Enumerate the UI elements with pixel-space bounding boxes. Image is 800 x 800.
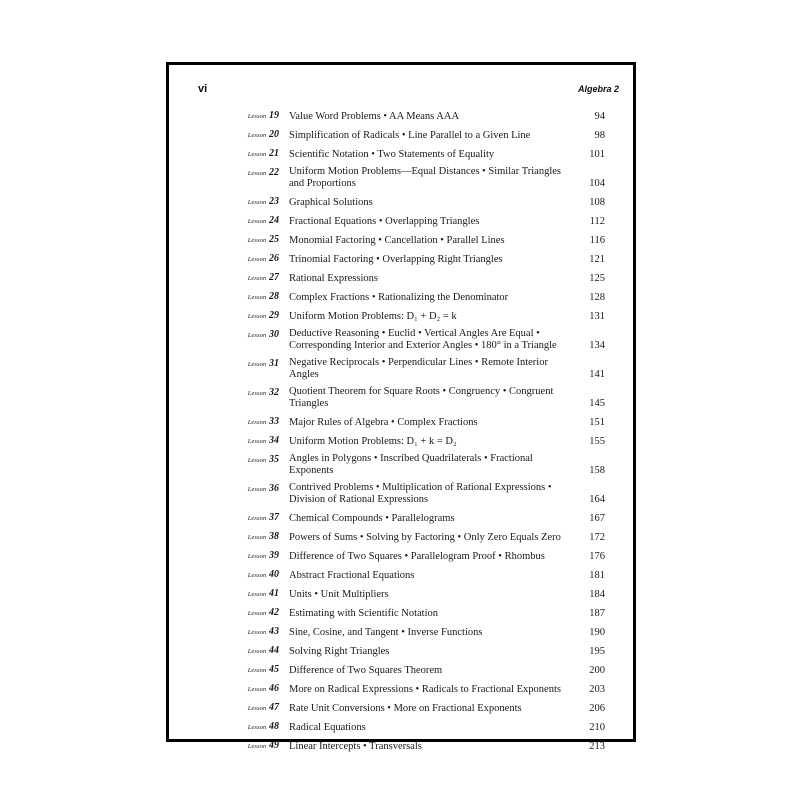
book-title: Algebra 2 [577, 84, 619, 94]
lesson-label: Lesson 35 [247, 454, 279, 465]
lesson-title: Negative Reciprocals • Perpendicular Lines • Remote Interior Angles [289, 357, 548, 380]
lesson-title: More on Radical Expressions • Radicals to Fractional Exponents [289, 684, 561, 695]
lesson-title: Deductive Reasoning • Euclid • Vertical Angles Are Equal • Corresponding Interior and Exterior Angles • 180° in a Triangle [289, 328, 557, 351]
lesson-title: Rate Unit Conversions • More on Fractional Exponents [289, 703, 522, 714]
toc-entry [233, 195, 605, 209]
lesson-number: 42 [269, 607, 279, 618]
lesson-label: Lesson 19 [247, 110, 279, 121]
toc-entry [233, 214, 605, 228]
lesson-number: 32 [269, 387, 279, 398]
lesson-title: Uniform Motion Problems—Equal Distances • Similar Triangles and Proportions [289, 166, 561, 189]
lesson-page: 176 [589, 551, 605, 562]
lesson-title: Sine, Cosine, and Tangent • Inverse Functions [289, 627, 483, 638]
lesson-title: Linear Intercepts • Transversals [289, 741, 422, 752]
lesson-number: 46 [269, 683, 279, 694]
lesson-label: Lesson 47 [247, 702, 279, 713]
lesson-page: 121 [589, 254, 605, 265]
lesson-number: 39 [269, 550, 279, 561]
lesson-page: 134 [589, 340, 605, 351]
lesson-page: 164 [589, 494, 605, 505]
lesson-page: 128 [589, 292, 605, 303]
lesson-number: 30 [269, 329, 279, 340]
lesson-label: Lesson 21 [247, 148, 279, 159]
lesson-number: 47 [269, 702, 279, 713]
toc-entry [233, 549, 605, 563]
lesson-page: 181 [589, 570, 605, 581]
lesson-title: Monomial Factoring • Cancellation • Parallel Lines [289, 235, 505, 246]
toc-entry [233, 147, 605, 161]
lesson-title: Difference of Two Squares • Parallelogram Proof • Rhombus [289, 551, 545, 562]
toc-entry [233, 701, 605, 715]
toc-entry [233, 233, 605, 247]
lesson-title: Trinomial Factoring • Overlapping Right Triangles [289, 254, 503, 265]
lesson-label: Lesson 38 [247, 531, 279, 542]
lesson-page: 112 [589, 216, 605, 227]
lesson-label: Lesson 40 [247, 569, 279, 580]
toc-entry [233, 128, 605, 142]
toc-entry [233, 166, 605, 190]
lesson-page: 206 [589, 703, 605, 714]
book-page [166, 62, 636, 752]
lesson-page: 200 [589, 665, 605, 676]
lesson-label: Lesson 44 [247, 645, 279, 656]
lesson-page: 108 [589, 197, 605, 208]
toc-entry [233, 720, 605, 734]
lesson-label: Lesson 41 [247, 588, 279, 599]
toc-entry [233, 328, 605, 352]
lesson-title: Scientific Notation • Two Statements of Equality [289, 149, 495, 160]
lesson-label: Lesson 43 [247, 626, 279, 637]
toc-entry [233, 386, 605, 410]
toc-entry [233, 682, 605, 696]
toc-entry [233, 252, 605, 266]
lesson-title: Quotient Theorem for Square Roots • Congruency • Congruent Triangles [289, 386, 554, 409]
lesson-number: 44 [269, 645, 279, 656]
lesson-number: 48 [269, 721, 279, 732]
lesson-title: Chemical Compounds • Parallelograms [289, 513, 455, 524]
lesson-number: 43 [269, 626, 279, 637]
lesson-number: 21 [269, 148, 279, 159]
lesson-title: Value Word Problems • AA Means AAA [289, 111, 460, 122]
lesson-page: 195 [589, 646, 605, 657]
lesson-label: Lesson 30 [247, 329, 279, 340]
page-number: vi [198, 83, 208, 95]
lesson-label: Lesson 39 [247, 550, 279, 561]
lesson-number: 31 [269, 358, 279, 369]
lesson-number: 49 [269, 740, 279, 751]
lesson-title: Major Rules of Algebra • Complex Fractions [289, 417, 478, 428]
lesson-page: 94 [594, 111, 605, 122]
lesson-label: Lesson 49 [247, 740, 279, 751]
lesson-title: Contrived Problems • Multiplication of Rational Expressions • Division of Rational Expressions [289, 482, 552, 505]
toc-entry [233, 625, 605, 639]
lesson-page: 158 [589, 465, 605, 476]
lesson-number: 22 [269, 167, 279, 178]
lesson-label: Lesson 45 [247, 664, 279, 675]
lesson-page: 116 [589, 235, 605, 246]
lesson-page: 184 [589, 589, 605, 600]
lesson-title: Uniform Motion Problems: D₁ + D₂ = k [289, 311, 457, 322]
lesson-number: 24 [269, 215, 279, 226]
toc-entry [233, 453, 605, 477]
lesson-number: 35 [269, 454, 279, 465]
toc-entry [233, 663, 605, 677]
lesson-label: Lesson 26 [247, 253, 279, 264]
toc-entry [233, 271, 605, 285]
lesson-title: Abstract Fractional Equations [289, 570, 415, 581]
lesson-number: 33 [269, 416, 279, 427]
lesson-label: Lesson 42 [247, 607, 279, 618]
lesson-page: 104 [589, 178, 605, 189]
lesson-label: Lesson 27 [247, 272, 279, 283]
lesson-page: 125 [589, 273, 605, 284]
toc-entry [233, 739, 605, 753]
lesson-title: Units • Unit Multipliers [289, 589, 389, 600]
lesson-page: 167 [589, 513, 605, 524]
lesson-page: 151 [589, 417, 605, 428]
lesson-number: 45 [269, 664, 279, 675]
toc-entry [233, 290, 605, 304]
lesson-number: 23 [269, 196, 279, 207]
lesson-label: Lesson 24 [247, 215, 279, 226]
lesson-title: Powers of Sums • Solving by Factoring • Only Zero Equals Zero [289, 532, 561, 543]
lesson-number: 34 [269, 435, 279, 446]
lesson-page: 172 [589, 532, 605, 543]
lesson-label: Lesson 31 [247, 358, 279, 369]
lesson-number: 19 [269, 110, 279, 121]
lesson-number: 27 [269, 272, 279, 283]
lesson-page: 98 [594, 130, 605, 141]
toc-entry [233, 434, 605, 448]
toc-entry [233, 587, 605, 601]
lesson-label: Lesson 32 [247, 387, 279, 398]
toc-entry [233, 109, 605, 123]
lesson-title: Rational Expressions [289, 273, 378, 284]
toc-entry [233, 309, 605, 323]
lesson-label: Lesson 23 [247, 196, 279, 207]
lesson-page: 155 [589, 436, 605, 447]
toc-entry [233, 606, 605, 620]
lesson-number: 37 [269, 512, 279, 523]
lesson-number: 40 [269, 569, 279, 580]
lesson-number: 28 [269, 291, 279, 302]
lesson-number: 20 [269, 129, 279, 140]
lesson-label: Lesson 25 [247, 234, 279, 245]
toc-entry [233, 568, 605, 582]
lesson-title: Complex Fractions • Rationalizing the Denominator [289, 292, 509, 303]
lesson-title: Radical Equations [289, 722, 366, 733]
lesson-title: Fractional Equations • Overlapping Triangles [289, 216, 480, 227]
lesson-page: 145 [589, 398, 605, 409]
lesson-page: 131 [589, 311, 605, 322]
lesson-title: Graphical Solutions [289, 197, 373, 208]
toc-entry [233, 644, 605, 658]
toc-entry [233, 530, 605, 544]
lesson-number: 26 [269, 253, 279, 264]
lesson-page: 187 [589, 608, 605, 619]
toc-entry [233, 511, 605, 525]
lesson-page: 101 [589, 149, 605, 160]
lesson-page: 213 [589, 741, 605, 752]
lesson-number: 29 [269, 310, 279, 321]
lesson-number: 36 [269, 483, 279, 494]
lesson-label: Lesson 34 [247, 435, 279, 446]
lesson-page: 203 [589, 684, 605, 695]
lesson-number: 25 [269, 234, 279, 245]
lesson-title: Solving Right Triangles [289, 646, 390, 657]
lesson-label: Lesson 37 [247, 512, 279, 523]
lesson-page: 210 [589, 722, 605, 733]
toc-entry [233, 482, 605, 506]
lesson-label: Lesson 28 [247, 291, 279, 302]
lesson-label: Lesson 46 [247, 683, 279, 694]
lesson-title: Angles in Polygons • Inscribed Quadrilaterals • Fractional Exponents [289, 453, 533, 476]
table-of-contents [233, 109, 605, 758]
toc-entry [233, 357, 605, 381]
lesson-title: Estimating with Scientific Notation [289, 608, 439, 619]
lesson-page: 190 [589, 627, 605, 638]
lesson-label: Lesson 33 [247, 416, 279, 427]
lesson-label: Lesson 20 [247, 129, 279, 140]
lesson-number: 41 [269, 588, 279, 599]
lesson-title: Difference of Two Squares Theorem [289, 665, 443, 676]
lesson-number: 38 [269, 531, 279, 542]
lesson-label: Lesson 22 [247, 167, 279, 178]
lesson-label: Lesson 29 [247, 310, 279, 321]
lesson-title: Simplification of Radicals • Line Parallel to a Given Line [289, 130, 531, 141]
lesson-title: Uniform Motion Problems: D₁ + k = D₂ [289, 436, 457, 447]
toc-entry [233, 415, 605, 429]
lesson-label: Lesson 36 [247, 483, 279, 494]
lesson-page: 141 [589, 369, 605, 380]
lesson-label: Lesson 48 [247, 721, 279, 732]
